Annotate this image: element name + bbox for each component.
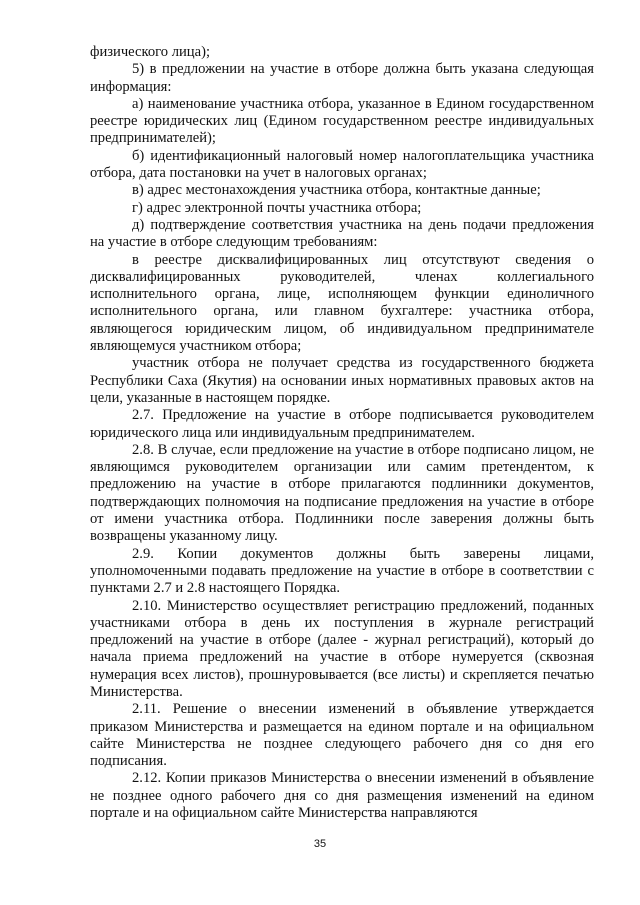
paragraph-item-a: а) наименование участника отбора, указанное в Едином государственном реестре юридических лиц (Едином государственном реестре индивидуальных предпринимателей); <box>90 95 594 147</box>
paragraph-item-v: в) адрес местонахождения участника отбора, контактные данные; <box>132 182 541 199</box>
document-body <box>90 44 594 822</box>
paragraph-requirement-budget: участник отбора не получает средства из государственного бюджета Республики Саха (Якутия) на основании иных нормативных правовых актов на цели, указанные в настоящем порядке. <box>90 355 594 406</box>
paragraph-item-g: г) адрес электронной почты участника отбора; <box>132 199 422 216</box>
paragraph-item-5: 5) в предложении на участие в отборе должна быть указана следующая информация: <box>90 61 594 95</box>
paragraph-requirement-registry: в реестре дисквалифицированных лиц отсутствуют сведения о дисквалифицированных руководителей, членах коллегиального исполнительного органа, лице, исполняющем функции единоличного исполнительного органа, или главном бухгалтере: участника отбора, являющегося юридическим лицом, об индивидуальном предпринимателе являющемуся участником отбора; <box>90 251 594 355</box>
paragraph-2-9: 2.9. Копии документов должны быть заверены лицами, уполномоченными подавать предложение на участие в отборе в соответствии с пунктами 2.7 и 2.8 настоящего Порядка. <box>90 545 594 597</box>
paragraph-item-d: д) подтверждение соответствия участника на день подачи предложения на участие в отборе следующим требованиям: <box>90 216 594 251</box>
paragraph-2-8: 2.8. В случае, если предложение на участие в отборе подписано лицом, не являющимся руководителем организации или самим претендентом, к предложению на участие в отборе прилагаются подлинники документов, подтверждающих полномочия на подписание предложения на участие в отборе от имени участника отбора. Подлинники после заверения должны быть возвращены указанному лицу. <box>90 441 594 545</box>
paragraph-item-b: б) идентификационный налоговый номер налогоплательщика участника отбора, дата постановки на учет в налоговых органах; <box>90 147 594 182</box>
paragraph-2-12: 2.12. Копии приказов Министерства о внесении изменений в объявление не позднее одного рабочего дня со дня размещения изменений на едином портале и на официальном сайте Министерства направляются <box>90 770 594 822</box>
paragraph-2-10: 2.10. Министерство осуществляет регистрацию предложений, поданных участниками отбора в день их поступления в журнале регистраций предложений на участие в отборе (далее - журнал регистраций), который до начала приема предложений на участие в отборе нумеруется (сквозная нумерация всех листов), прошнуровывается (все листы) и скрепляется печатью Министерства. <box>90 597 594 700</box>
paragraph-2-11: 2.11. Решение о внесении изменений в объявление утверждается приказом Министерства и размещается на едином портале и на официальном сайте Министерства не позднее следующего рабочего дня со дня его подписания. <box>90 701 594 770</box>
paragraph-continuation: физического лица); <box>90 44 211 60</box>
page-number: 35 <box>313 838 327 850</box>
paragraph-2-7: 2.7. Предложение на участие в отборе подписывается руководителем юридического лица или индивидуальным предпринимателем. <box>90 407 594 441</box>
